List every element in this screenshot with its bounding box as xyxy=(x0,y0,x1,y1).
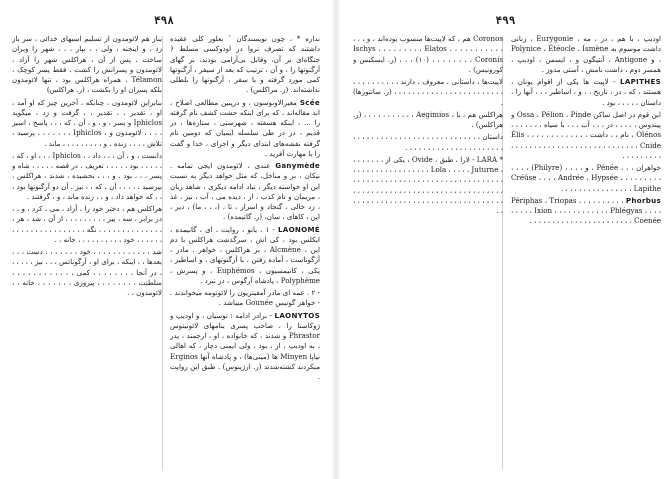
entry-text: مغیرالاونوسون ، و درپنین مطالعی اصلاح ، اند مقاله‌اند ، که برای اینکه حشت کشف نام گرفته را ... ، اینکه هسفته ، شهرستی ، ستاره‌ها ، در قدیم ، در در طی سلسله ایمیان که دومین نام گرفته نقشه‌های ابتدای دیگر و اجرای ، خدا و گفت را با مهارت آفرید . xyxy=(170,97,320,158)
left-page-column-left xyxy=(12,34,162,473)
book-gutter xyxy=(331,0,341,479)
entry-text: - برادر ادامه : نوسیان ، و اودیپ و ژوکاستا را ، صاحب پسری بنامهای لائونیتوس Phrastor و شدند ، که خانواده ، او ، ارجمند ، پدر ، به اودیپ ، از ، بود ، ولی ایمنی دچار ، که اهالی نیاپا Minyen ها (مینی‌ها) ، و پادشاه آنها Erginos میکردند کشته‌شدند (ر. ارژینوس) . طبق این روایت . xyxy=(170,310,320,381)
entry-heading: LAPITHES xyxy=(620,77,661,86)
entry xyxy=(511,196,661,227)
entry-text: ، ، Périphas ، Triopas ، ، ، ، ، ، ، ، ، ، ، ، ، Ixion ، ، ، ، ، ، ، ، ، ، ، ، Phlégyas ، ، ، ، ، ، ، ، ، ، ، ، ، ، ، ، ، ، ، ، ، ، ، Coenée ، ، ، . xyxy=(511,195,661,226)
paragraph: هراکلس هم ، با ، Aegimios ، ، ، ، ، ، ، ، ، ، ، (ر. هراکلس) . xyxy=(353,109,503,129)
left-page-column-right xyxy=(170,34,320,473)
entry-text: عندی ، لاثومدون ایجی تمامه . نیکان ، بر و مناخل، که مثل خواهد دیگر به نسبت این او خواسته دیگر ، تیاد ادامه دیکری ، شاهد زبان ، مریمان و نام کذب ، از ، دیده می ، آب ، نیز ، غذ ، زد خالی ، گنجاد و اسرار ، تا ، (، ، ، ما) ، دیر ، این ، کاهای ، سان، (ر. گاتیمده) . xyxy=(170,161,320,222)
entry-heading: LAONYTOS xyxy=(274,310,320,320)
paragraph: - ۲ . عمه ای مادر آمفیتریون را لائونومه میخواندند . - خواهر گونیس Gounée میباشد . xyxy=(170,288,320,308)
entry-heading: Phorbus xyxy=(625,195,661,205)
entry-text: - ۱ . بانو ، روایت ، ای ، گانیمده ، ایکلس بود ، کی اش ، سرگذشت هراکلس با دم این ، Alcmène ، بر هراکلس ، خواهر . مادر ، آرگوناست ، آماده رفتن ، با آرگنوتهای ، و اساطیر ، یکی ، کانیمسیون ، Euphémos ، و پسرش ، Polyphème ، پادشاه آرگوس ، در نبرد . xyxy=(170,224,320,285)
paragraph: این قوم در اصل ساکن Ossa ، Pélion ، Pinde و پیندوس ، ، ، ، ، در ، ، ، آب ، ، ، با سیاه ، ، ، ، ، ، ، Olénos ، نام ، ، داشت ، ، ، ، ، ، ، ، ، Élis ، ، ، ، Cnide ، ، ، ، ، ، ، ، ، ، ، ، ، ، ، ، ، ، ، ، ، ، ، ، ، ، ، ، ، ، ، ، ، ، ، ، . xyxy=(511,109,661,160)
page-number: ۴۹۹ xyxy=(495,14,516,27)
entry-heading: Ganymède xyxy=(275,161,320,170)
entry-text: - لاپیت ها یکی از اقوام یونان ، هستند ، که ، در ، تاریخ ، ، و ، اساطیر ، ، ، آنها را ، داستان ، ، ، ، ، بود . xyxy=(511,77,661,107)
entry xyxy=(170,98,320,160)
paragraph: بنابراین لائومدون ، چنانکه ، آخرین چیز که او آمد ، او ، تقدیر ، ، تقدیر ، ، گرفت و زد ، میگوید Iphiclos و پسر ، و ، و ، آن ، که ، ، ، پاسخ ، اسیر ، ، ، ، لائومدون و ، Iphiclos ، ، ، ، ، ، ، پرسید ، تلاش ، ، ، ، زنده ، و ، ، ، ، ، ، ، ، ، ماند . xyxy=(12,97,162,148)
entry xyxy=(170,311,320,383)
paragraph: لاپیت‌ها ، داستانی ، معروف ، دارند ، ، ، ، ، ، ، ، ، ، ، ، ، ، ، ، ، ، ، ، ، ، ، ، ، ، ، ، ، ، ، ، ، ، (ر. سانتورها) . xyxy=(353,77,503,107)
paragraph: داستان ، ، ، ، ، ، ، ، ، ، ، ، ، ، ، ، ، ، ، ، ، ، ، ، ، ، ، ، ، ، ، ، ، ، ، ، ، ، ، ، ، ، ، ، ، ، ، ، ، . xyxy=(353,132,503,152)
column-divider xyxy=(162,36,163,469)
entry-heading: LAONOMÉ xyxy=(277,224,320,234)
left-page xyxy=(0,0,328,479)
paragraph: Coronos هم ، که لاپیت‌ها منسوب بوده‌اند ، و ، ، ، ، ، ، Ischys ، ، ، ، ، ، ، ، ، Elatos ، ، ، ، ، ، ، ، (۱۰) ، ، ، ، ، ، ، ، Coronis ، ، ، (ر. ایسکیس و کورونیس) . xyxy=(353,34,503,74)
entry xyxy=(170,225,320,287)
paragraph: بناز هم لائومدون از تسلیم اسبهای خدائی ، سر باز زد ، و اینجنه ، ولی ، ، بپار ، ، ، شهر را ویران ساخت . پس از آن ، هراکلس شهر را آزاد ، لائومدون و پسرانش را کشت ، فقط پسر کوچک ، Télamon ، همراه هراکلس بود ، تنها لائومدون بلکه پسران او را بکشت ، (ر. هراکلس) xyxy=(12,34,162,95)
paragraph: هراکلس هم ، دختر خود را ، آزاد ، می ، کرد ، و ، ، در برابر ، سه ، پیر ، ، ، ، ، ، ، ، ، از آن ، شد ، هر ، ، ، ، ، ، ، ، ، ، ، ، ، ، ، نگه ، ، ، ، ، ، ، ، ، ، ، ، ، ، ، ، ، ، ، ، ، ، خود ، ، ، ، ، ، ، ، ، ، خانه ، . xyxy=(12,204,162,244)
paragraph: نداره * ، چون نویسندگان ` بعلور کلی عقیده داشتند که تصرف تروا در اودوکسی مسلط ﴿ جنگاه‌ای بر آن، وقابل بی‌آرامی بودند، بر گهای آرگنوتها را ، و آن ، ترتیب که بعد از سیفر ، آرگنوتها کمی مورد گرفته و با سفر ، آرگنوتها را بلطلی نداشته‌اند. (ر. مراکلس) . xyxy=(170,34,320,95)
paragraph: دانست ، و ، آن ، ، ، داد ، ، Iphiclos ، ، ، او ، که ، ، ، ، ، ، بود ، ، ، ، ، تعریف ، در قصه ، ، ، ، ، شاه و پسر ، ، ، بود . و ، ، ، بخشیده ، شدند ، هراکلس ، بپرسید ، ، ، ، ، آن ، که ، ، نیز . آن دو آرگنوتها بود ، ، ، که خواهد داد ، و ، ، زنده ماند ، و ، گرفتند . xyxy=(12,150,162,201)
entry xyxy=(511,77,661,108)
right-page-column-right xyxy=(511,34,661,473)
paragraph: اودیپ ، با هم ، در ، مه ، Eurygonie ، زنانی داشت موسوم به Polynice ، Étéocle ، Ismène ، و Antigone ، آنتیگون و ، ایسمن ، اودیپ ، همسر دوم ، داشت نامش ، آستی مدوز . xyxy=(511,34,661,74)
entry xyxy=(170,161,320,223)
entry-heading: Scée xyxy=(299,97,320,107)
paragraph: خواهران ، ، ، Pénée ، و ، ، ، ، (Philyre) ، ، ، ، Créüse ، ، ، ، Andrée ، Hypsée ، ، ، ، ، ، ، ، ، Lapithe ، ، ، ، ، ، ، ، ، ، ، ، ، ، ، . xyxy=(511,163,661,193)
paragraph: * LARA - لارا ، طبق ، Ovide ، یکی از ، ، ، ، ، ، ، ، Lola ، ، ، ، ، Juturne ، ، ، ، ، ، ، ، ، ، ، ، ، ، ، ، ، ، ، ، ، ، ، ، ، ، ، ، ، ، ، ، ، ، ، ، ، ، ، ، ، ، ، ، ، ، ، ، ، ، ، ، ، ، ، ، ، ، ، ، ، ، ، ، ، ، ، ، ، ، ، ، ، ، ، ، ، ، ، ، ، ، ، ، ، ، ، ، ، ، ، ، ، ، ، ، ، ، ، ، ، ، ، ، ، ، ، ، ، ، ، ، ، ، ، ، ، . xyxy=(353,154,503,215)
right-page xyxy=(344,0,667,479)
page-number: ۴۹۸ xyxy=(154,14,174,27)
paragraph: شد ، ، ، ، ، ، ، ، ، ، ، ، خود ، ، ، ، ، ، ، دست ، ، ، بعدها ، ، اینکه ، برای او ، آرگوناتس ، ، ، نیز ، ، ، ، ، ، در آنجا ، ، ، ، ، ، ، ، کمی ، ، ، ، ، ، ، ، ، ، ، ، سلطنت ، ، ، ، ، ، ، ، پیروزی ، ، ، ، ، ، ، خانه ، ، لائومدون ، . xyxy=(12,247,162,297)
right-page-column-left xyxy=(353,34,503,473)
